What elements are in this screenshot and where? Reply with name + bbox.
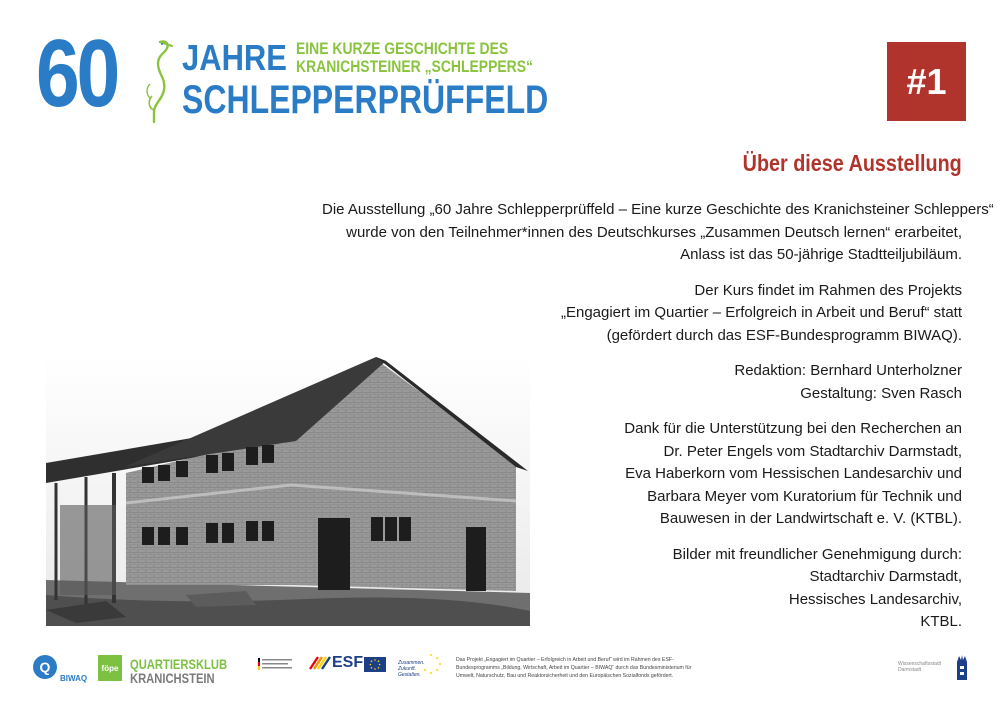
text-line: Hessisches Landesarchiv, xyxy=(788,590,962,608)
panel-number-badge: #1 xyxy=(887,42,966,121)
text-line: Bauwesen in der Landwirtschaft e. V. (KTBL). xyxy=(659,510,962,527)
historic-building-photo xyxy=(46,355,530,626)
text-line: Anlass ist das 50-jährige Stadtteiljubiläum. xyxy=(680,246,962,263)
paragraph-project xyxy=(322,280,962,348)
quartiersklub-logo-line1: QUARTIERSKLUB xyxy=(130,656,228,672)
wissenschaftsstadt-label: Wissenschaftsstadt Darmstadt xyxy=(898,661,942,673)
text-line: wurde von den Teilnehmer*innen des Deutschkurses „Zusammen Deutsch lernen“ erarbeitet, xyxy=(346,223,962,241)
text-line: Dr. Peter Engels vom Stadtarchiv Darmstadt, xyxy=(663,442,962,460)
text-line: KTBL. xyxy=(920,613,962,630)
logo-number: 60 xyxy=(36,20,118,127)
zusammen-zukunft-logo: Zusammen. Zukunft. Gestalten. xyxy=(398,660,425,678)
text-line: (gefördert durch das ESF-Bundesprogramm BIWAQ). xyxy=(606,326,962,344)
esf-logo-label: ESF xyxy=(332,654,364,671)
crane-icon xyxy=(140,38,176,124)
logo-word-jahre: JAHRE xyxy=(182,37,287,78)
eu-flag-icon xyxy=(364,657,386,672)
wedding-tower-icon xyxy=(955,654,969,680)
esf-logo-icon xyxy=(308,655,332,671)
text-line: Bilder mit freundlicher Genehmigung durch: xyxy=(672,545,962,563)
text-line: Stadtarchiv Darmstadt, xyxy=(809,568,962,585)
logo-subtitle-line1: EINE KURZE GESCHICHTE DES xyxy=(296,39,509,58)
fope-logo: föpe xyxy=(98,655,122,681)
text-line: Redaktion: Bernhard Unterholzner xyxy=(734,362,962,379)
funding-note: Das Projekt „Engagiert im Quartier – Erfolgreich in Arbeit und Beruf“ wird im Rahmen des ESF-Bundesprogramms „Bildung, Wirtschaft, Arbeit im Quartier – BIWAQ“ durch das Bundesministerium für Umwelt, Naturschutz, Bau und Reaktorsicherheit und den Europäischen Sozialfonds gefördert. xyxy=(456,657,692,679)
stars-icon xyxy=(420,653,442,675)
section-title: Über diese Ausstellung xyxy=(742,150,962,176)
biwaq-logo-icon: Q xyxy=(33,655,57,679)
text-line: Der Kurs findet im Rahmen des Projekts xyxy=(694,281,962,299)
logo-word-schlepperprueffeld: SCHLEPPERPRÜFFELD xyxy=(182,78,549,122)
logo-subtitle-line2: KRANICHSTEINER „SCHLEPPERS“ xyxy=(296,57,534,76)
text-line: „Engagiert im Quartier – Erfolgreich in Arbeit und Beruf“ statt xyxy=(560,304,962,321)
text-line: Gestaltung: Sven Rasch xyxy=(800,384,962,402)
text-line: Dank für die Unterstützung bei den Recherchen an xyxy=(624,420,962,437)
quartiersklub-logo-line2: KRANICHSTEIN xyxy=(130,670,215,686)
text-line: Barbara Meyer vom Kuratorium für Technik und xyxy=(647,487,962,505)
federal-ministry-logo-icon xyxy=(258,656,298,678)
text-line: Die Ausstellung „60 Jahre Schlepperprüffeld – Eine kurze Geschichte des Kranichsteiner Schleppers“ xyxy=(322,201,994,218)
text-line: Eva Haberkorn vom Hessischen Landesarchiv und xyxy=(625,465,962,482)
paragraph-intro xyxy=(322,199,994,267)
biwaq-logo-label: BIWAQ xyxy=(60,674,88,683)
